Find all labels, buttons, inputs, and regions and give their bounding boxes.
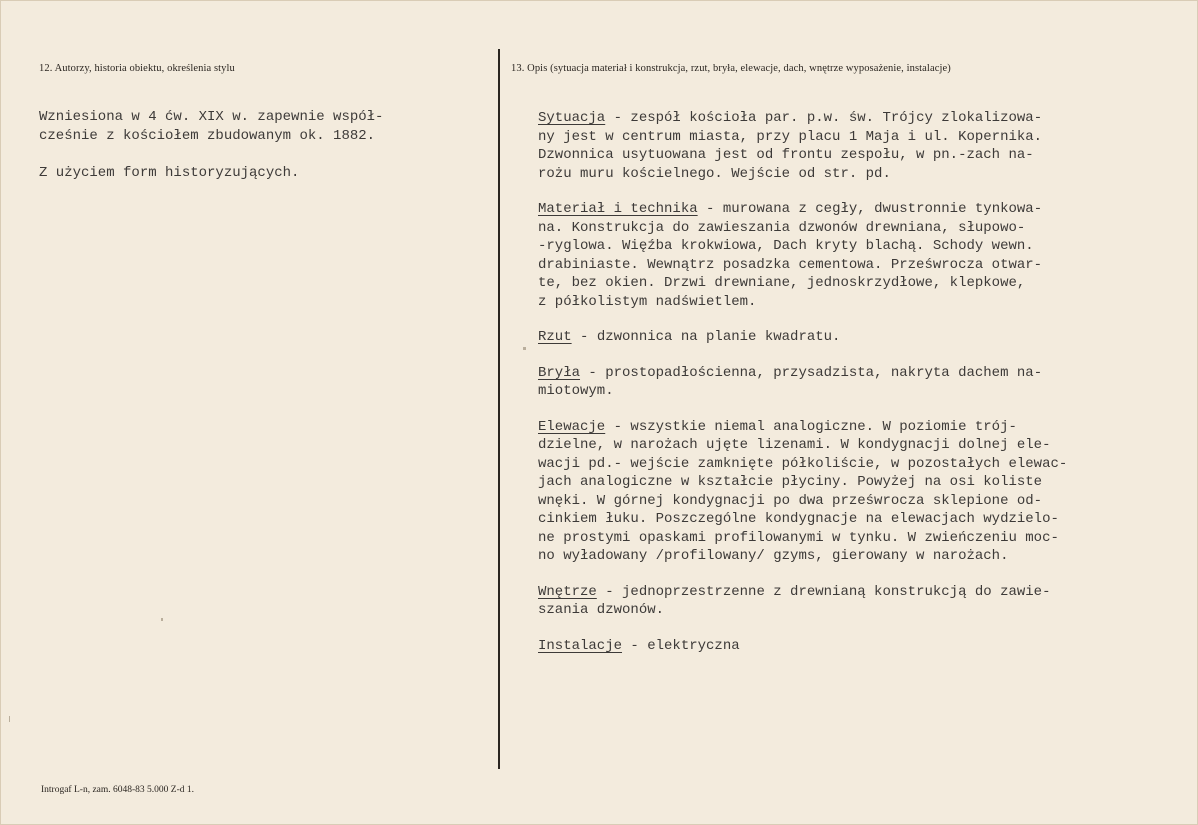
section-label: Sytuacja <box>538 110 606 126</box>
section-elewacje <box>538 418 1067 566</box>
text-line: na. Konstrukcja do zawieszania dzwonów drewniana, słupowo- <box>538 219 1026 236</box>
history-text <box>39 108 383 202</box>
right-column-heading: 13. Opis (sytuacja materiał i konstrukcja, rzut, bryła, elewacje, dach, wnętrze wyposażenie, instalacje) <box>511 63 951 74</box>
text-line: ny jest w centrum miasta, przy placu 1 Maja i ul. Kopernika. <box>538 128 1043 145</box>
text-line: miotowym. <box>538 383 614 399</box>
text-line: drabiniaste. Wewnątrz posadzka cementowa. Prześwrocza otwar- <box>538 256 1043 273</box>
text-line <box>538 328 1067 347</box>
text-line <box>538 109 1067 128</box>
section-text: - elektryczna <box>622 637 740 654</box>
paper-speck <box>523 347 526 350</box>
text-line: -ryglowa. Więźba krokwiowa, Dach kryty blachą. Schody wewn. <box>538 238 1034 254</box>
paper-speck <box>9 716 10 722</box>
text-line <box>538 637 1067 656</box>
section-rzut <box>538 328 1067 347</box>
text-line: wnęki. W górnej kondygnacji po dwa prześwrocza sklepione od- <box>538 492 1043 509</box>
section-instalacje <box>538 637 1067 656</box>
section-text: - zespół kościoła par. p.w. św. Trójcy zlokalizowa- <box>605 110 1043 126</box>
section-text: - murowana z cegły, dwustronnie tynkowa- <box>697 201 1043 217</box>
section-text: - prostopadłościenna, przysadzista, nakryta dachem na- <box>580 364 1043 381</box>
text-line: Z użyciem form historyzujących. <box>39 165 300 181</box>
text-line <box>538 364 1067 383</box>
text-line: jach analogiczne w kształcie płyciny. Powyżej na osi koliste <box>538 474 1043 490</box>
section-text: - dzwonnica na planie kwadratu. <box>571 329 841 345</box>
text-line: Wzniesiona w 4 ćw. XIX w. zapewnie współ- <box>39 109 384 125</box>
text-line: Dzwonnica usytuowana jest od frontu zespołu, w pn.-zach na- <box>538 147 1034 163</box>
section-label: Wnętrze <box>538 583 597 600</box>
text-line <box>538 200 1067 219</box>
section-label: Bryła <box>538 364 581 381</box>
section-label: Materiał i technika <box>538 201 698 217</box>
text-line: dzielne, w narożach ujęte lizenami. W kondygnacji dolnej ele- <box>538 437 1051 453</box>
text-line: cinkiem łuku. Poszczególne kondygnacje na elewacjach wydzielo- <box>538 511 1059 527</box>
text-line: cześnie z kościołem zbudowanym ok. 1882. <box>39 127 376 144</box>
column-divider <box>498 49 500 769</box>
left-column-heading: 12. Autorzy, historia obiektu, określenia stylu <box>39 63 235 74</box>
section-bryła <box>538 364 1067 401</box>
history-paragraph <box>39 108 383 145</box>
text-line: ne prostymi opaskami profilowanymi w tynku. W zwieńczeniu moc- <box>538 529 1059 546</box>
section-materiał-i-technika <box>538 200 1067 311</box>
history-paragraph <box>39 164 383 183</box>
section-label: Instalacje <box>538 637 623 654</box>
section-text: - jednoprzestrzenne z drewnianą konstrukcją do zawie- <box>596 583 1051 600</box>
text-line: te, bez okien. Drzwi drewniane, jednoskrzydłowe, klepkowe, <box>538 275 1026 291</box>
text-line: szania dzwonów. <box>538 602 665 618</box>
section-sytuacja <box>538 109 1067 183</box>
section-label: Elewacje <box>538 418 606 435</box>
text-line: wacji pd.- wejście zamknięte półkoliście, w pozostałych elewac- <box>538 455 1068 472</box>
text-line: z półkolistym nadświetlem. <box>538 293 757 310</box>
text-line: no wyładowany /profilowany/ gzyms, gierowany w narożach. <box>538 548 1009 564</box>
section-text: - wszystkie niemal analogiczne. W poziomie trój- <box>605 418 1017 435</box>
section-label: Rzut <box>538 329 572 345</box>
paper-speck <box>161 618 163 621</box>
description-text <box>538 109 1067 672</box>
text-line: rożu muru kościelnego. Wejście od str. pd. <box>538 165 891 182</box>
section-wnętrze <box>538 583 1067 620</box>
text-line <box>538 583 1067 602</box>
printer-footer: Introgaf L-n, zam. 6048-83 5.000 Z-d 1. <box>41 785 195 795</box>
text-line <box>538 418 1067 437</box>
